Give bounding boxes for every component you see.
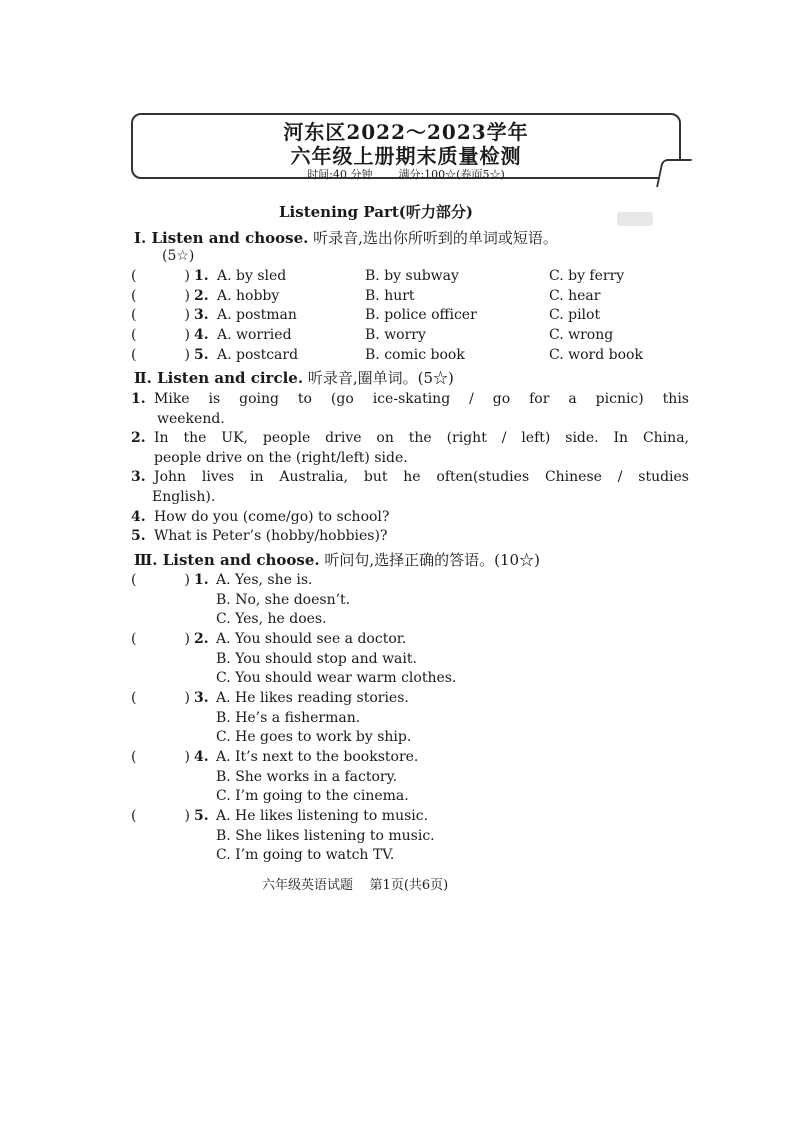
exam-info [133, 168, 679, 182]
exam-title-line2: 六年级上册期末质量检测 [290, 144, 522, 168]
question-number: 5. [194, 808, 209, 824]
answer-blank[interactable]: ( ) [131, 572, 190, 588]
section3-label: Ⅲ. Listen and choose. [134, 551, 320, 569]
question-number: 1. [194, 268, 209, 284]
section2-label: Ⅱ. Listen and circle. [134, 369, 304, 387]
answer-blank[interactable]: ( ) [131, 307, 190, 323]
section1-points: (5☆) [162, 248, 195, 264]
question-number: 4. [131, 509, 146, 525]
answer-blank[interactable]: ( ) [131, 631, 190, 647]
option-b: B. You should stop and wait. [216, 651, 417, 667]
option-c: C. Yes, he does. [216, 611, 327, 627]
option-b: B. police officer [365, 307, 477, 323]
option-a: A. by sled [217, 268, 287, 284]
question-number: 2. [194, 288, 209, 304]
section2-heading [134, 369, 454, 387]
option-b: B. worry [365, 327, 426, 343]
exam-score: 满分:100☆(卷面5☆) [398, 168, 505, 181]
answer-blank[interactable]: ( ) [131, 808, 190, 824]
question-number: 2. [131, 430, 146, 446]
question-number: 1. [131, 391, 146, 407]
option-a: A. He likes listening to music. [216, 808, 429, 824]
part-title: Listening Part(听力部分) [279, 203, 474, 221]
exam-time: 时间:40 分钟 [307, 168, 373, 181]
question-text: Mike is going to (go ice-skating / go for a picnic) this [154, 391, 689, 407]
blurred-stamp [617, 212, 653, 226]
option-b: B. She works in a factory. [216, 769, 398, 785]
section1-instruction: 听录音,选出你所听到的单词或短语。 [313, 229, 558, 247]
question-text: In the UK, people drive on the (right / left) side. In China, [154, 430, 689, 446]
option-c: C. hear [549, 288, 601, 304]
question-number: 5. [194, 347, 209, 363]
question-text: John lives in Australia, but he often(studies Chinese / studies [154, 469, 689, 485]
option-c: C. wrong [549, 327, 614, 343]
footer-page: 第1页(共6页) [369, 878, 449, 893]
question-text: What is Peter’s (hobby/hobbies)? [154, 528, 388, 544]
option-b: B. No, she doesn’t. [216, 592, 351, 608]
question-text: people drive on the (right/left) side. [154, 450, 408, 466]
title-box [131, 113, 681, 179]
option-c: C. He goes to work by ship. [216, 729, 412, 745]
option-a: A. postman [217, 307, 297, 323]
option-c: C. I’m going to watch TV. [216, 847, 395, 863]
section2-instruction: 听录音,圈单词。(5☆) [307, 369, 454, 387]
answer-blank[interactable]: ( ) [131, 327, 190, 343]
question-number: 4. [194, 749, 209, 765]
option-b: B. She likes listening to music. [216, 828, 435, 844]
question-text: weekend. [157, 411, 225, 427]
question-number: 1. [194, 572, 209, 588]
footer [262, 877, 448, 895]
exam-title-line1: 河东区2022～2023学年 [283, 120, 529, 144]
question-text: How do you (come/go) to school? [154, 509, 390, 525]
section1-label: Ⅰ. Listen and choose. [134, 229, 309, 247]
section1-heading [134, 229, 558, 247]
option-a: A. worried [217, 327, 292, 343]
option-c: C. word book [549, 347, 643, 363]
section3-heading [134, 551, 540, 569]
option-b: B. comic book [365, 347, 465, 363]
option-b: B. by subway [365, 268, 459, 284]
question-number: 3. [194, 690, 209, 706]
page-curl-decoration [656, 159, 692, 187]
answer-blank[interactable]: ( ) [131, 749, 190, 765]
option-c: C. You should wear warm clothes. [216, 670, 457, 686]
footer-subject: 六年级英语试题 [262, 878, 354, 893]
question-number: 3. [194, 307, 209, 323]
option-c: C. by ferry [549, 268, 625, 284]
option-a: A. hobby [217, 288, 280, 304]
answer-blank[interactable]: ( ) [131, 690, 190, 706]
question-number: 4. [194, 327, 209, 343]
option-c: C. pilot [549, 307, 601, 323]
answer-blank[interactable]: ( ) [131, 288, 190, 304]
option-a: A. postcard [217, 347, 299, 363]
section3-instruction: 听问句,选择正确的答语。(10☆) [324, 551, 540, 569]
option-a: A. It’s next to the bookstore. [216, 749, 419, 765]
answer-blank[interactable]: ( ) [131, 268, 190, 284]
option-c: C. I’m going to the cinema. [216, 788, 409, 804]
option-b: B. He’s a fisherman. [216, 710, 361, 726]
question-number: 3. [131, 469, 146, 485]
option-b: B. hurt [365, 288, 415, 304]
question-number: 5. [131, 528, 146, 544]
question-number: 2. [194, 631, 209, 647]
question-text: English). [152, 489, 216, 505]
option-a: A. He likes reading stories. [216, 690, 409, 706]
option-a: A. You should see a doctor. [216, 631, 407, 647]
answer-blank[interactable]: ( ) [131, 347, 190, 363]
option-a: A. Yes, she is. [216, 572, 313, 588]
